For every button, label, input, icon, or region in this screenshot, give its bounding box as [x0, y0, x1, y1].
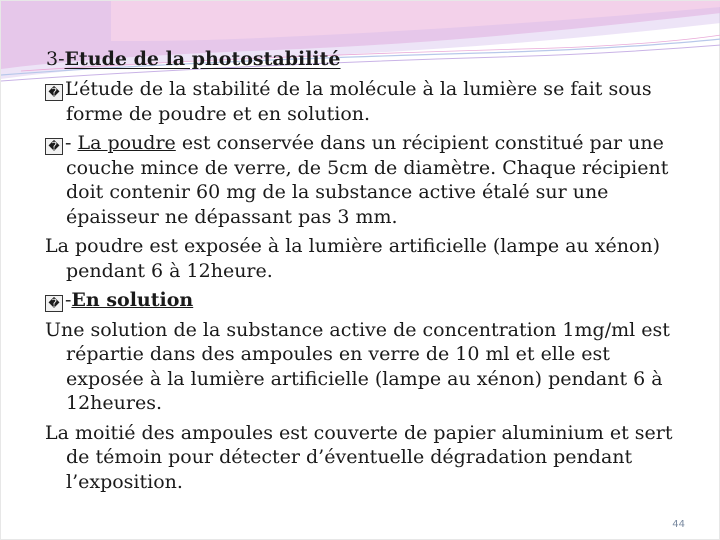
slide-title	[46, 48, 341, 70]
paragraph-powder	[45, 131, 685, 229]
solution-text: Une solution de la substance active de concentration 1mg/ml est répartie dans des ampoules en verre de 10 ml et elle est exposée à la lumière artificielle (lampe au xénon) pendant 6 à 12heures.	[45, 318, 670, 414]
paragraph-intro-text: L’étude de la stabilité de la molécule à la lumière se fait sous forme de poudre et en solution.	[65, 78, 652, 125]
bullet-icon: �	[45, 84, 63, 101]
powder-text: est conservée dans un récipient constitué par une couche mince de verre, de 5cm de diamètre. Chaque récipient doit contenir 60 mg de la substance active étalé sur une épaisseur ne dépassant pas 3 mm.	[66, 132, 669, 228]
title-number: 3-	[46, 48, 65, 70]
title-text: Etude de la photostabilité	[64, 48, 341, 70]
solution-label: En solution	[71, 289, 194, 311]
bullet-icon: �	[45, 295, 63, 312]
powder-dash: -	[65, 132, 78, 154]
paragraph-intro	[45, 77, 685, 126]
slide-body	[45, 77, 685, 499]
powder-label: La poudre	[77, 132, 176, 154]
paragraph-powder-exposure	[45, 234, 685, 283]
bullet-icon: �	[45, 138, 63, 155]
page-number: 44	[672, 519, 685, 530]
paragraph-control	[45, 421, 685, 495]
paragraph-solution-heading	[45, 288, 685, 313]
powder-exposure-text: La poudre est exposée à la lumière artificielle (lampe au xénon) pendant 6 à 12heure.	[45, 235, 661, 282]
control-text: La moitié des ampoules est couverte de papier aluminium et sert de témoin pour détecter d’éventuelle dégradation pendant l’exposition.	[45, 421, 673, 493]
solution-dash: -	[65, 289, 72, 311]
paragraph-solution	[45, 318, 685, 416]
